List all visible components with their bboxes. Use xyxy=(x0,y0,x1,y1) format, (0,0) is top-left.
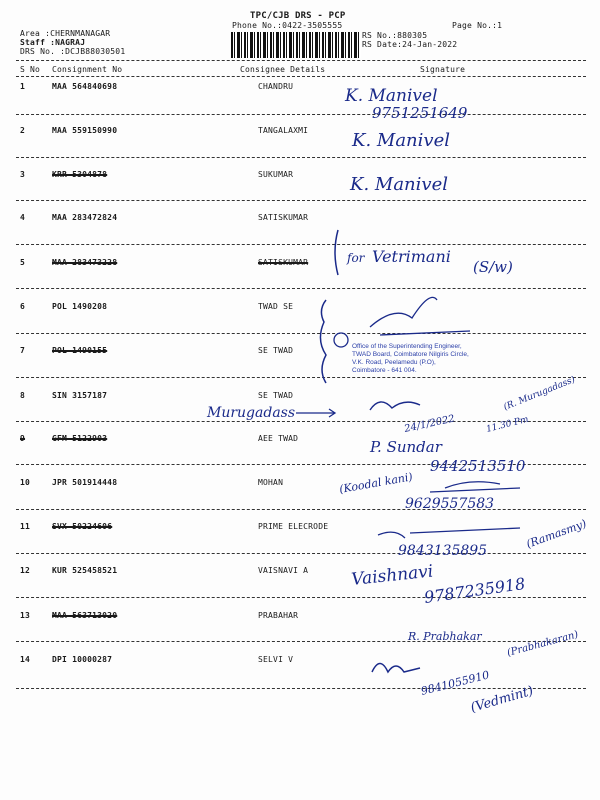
table-row xyxy=(0,213,600,253)
divider xyxy=(16,553,586,554)
row-consignee: MOHAN xyxy=(258,478,284,487)
row-consignment: MAA 283472824 xyxy=(52,213,118,222)
divider xyxy=(16,688,586,689)
col-sno: S No xyxy=(20,65,41,74)
row-sno: 2 xyxy=(20,126,26,135)
phone-row10: 9629557583 xyxy=(405,496,495,512)
divider xyxy=(16,464,586,465)
table-row xyxy=(0,478,600,518)
table-row xyxy=(0,434,600,474)
row-consignment: MAA 564840698 xyxy=(52,82,118,91)
divider xyxy=(16,244,586,245)
table-row xyxy=(0,566,600,606)
signature-row3: K. Manivel xyxy=(350,174,448,195)
row-consignment: KUR 525458521 xyxy=(52,566,118,575)
divider xyxy=(16,76,586,77)
row-consignment: POL 1490155 xyxy=(52,346,108,355)
row-consignment: JPR 501914448 xyxy=(52,478,118,487)
table-row xyxy=(0,655,600,695)
row-sno: 9 xyxy=(20,434,26,443)
row-sno: 5 xyxy=(20,258,26,267)
divider xyxy=(16,157,586,158)
divider xyxy=(16,509,586,510)
signature-row13: R. Prabhakar xyxy=(408,630,482,643)
row-consignment: DPI 10000287 xyxy=(52,655,113,664)
row-consignee: TWAD SE xyxy=(258,302,294,311)
divider xyxy=(16,421,586,422)
page-number: Page No.:1 xyxy=(452,21,503,30)
row-sno: 4 xyxy=(20,213,26,222)
signature-row11: (Ramasmy) xyxy=(524,517,589,551)
signature-row8-left: Murugadass xyxy=(207,405,296,421)
row-sno: 12 xyxy=(20,566,31,575)
divider xyxy=(16,597,586,598)
row-consignee: CHANDRU xyxy=(258,82,294,91)
time-row8: 11.30 Pm xyxy=(485,414,530,435)
phone-row9: 9442513510 xyxy=(430,457,526,475)
signature-prefix: for xyxy=(347,251,365,265)
row-consignee: VAISNAVI A xyxy=(258,566,309,575)
table-row xyxy=(0,611,600,651)
table-row xyxy=(0,522,600,562)
divider xyxy=(16,114,586,115)
row-sno: 1 xyxy=(20,82,26,91)
signature-row12: Vaishnavi xyxy=(350,561,435,590)
row-consignee: SUKUMAR xyxy=(258,170,294,179)
table-row xyxy=(0,82,600,122)
table-row xyxy=(0,302,600,342)
signature-row9: P. Sundar xyxy=(370,438,442,456)
divider xyxy=(16,200,586,201)
stamp-line: TWAD Board, Coimbatore Nilgiris Circle, xyxy=(352,351,469,358)
row-consignee: SE TWAD xyxy=(258,391,294,400)
row-consignment: MAA 559150990 xyxy=(52,126,118,135)
divider xyxy=(16,288,586,289)
row-sno: 6 xyxy=(20,302,26,311)
stamp-line: V.K. Road, Peelamedu (P.O), xyxy=(352,359,436,366)
phone-row11: 9843135895 xyxy=(398,543,488,559)
stamp-line: Coimbatore - 641 004. xyxy=(352,367,417,374)
row-consignment: GFM 5122903 xyxy=(52,434,108,443)
staff-label: Staff :NAGRAJ xyxy=(20,38,86,47)
signature-row4-5: Vetrimani xyxy=(372,247,451,266)
table-row xyxy=(0,258,600,298)
row-consignee: PRABAHAR xyxy=(258,611,299,620)
rs-date: RS Date:24-Jan-2022 xyxy=(362,40,458,49)
stamp-line: Office of the Superintending Engineer, xyxy=(352,343,462,350)
row-consignee: AEE TWAD xyxy=(258,434,299,443)
drs-number: DRS No. :DCJB88030501 xyxy=(20,47,126,56)
row-consignment: POL 1490208 xyxy=(52,302,108,311)
name-row13: (Prabhakaran) xyxy=(505,629,580,659)
row-consignee: SATISKUMAR xyxy=(258,258,309,267)
col-consignee: Consignee Details xyxy=(240,65,326,74)
office-stamp xyxy=(352,343,527,375)
col-consignment: Consignment No xyxy=(52,65,123,74)
divider xyxy=(16,333,586,334)
row-consignee: SE TWAD xyxy=(258,346,294,355)
phone-row1: 9751251649 xyxy=(372,104,468,122)
row-sno: 8 xyxy=(20,391,26,400)
signature-row14: (Vedmint) xyxy=(468,683,536,716)
row-consignment: MAA 563713020 xyxy=(52,611,118,620)
table-row xyxy=(0,126,600,166)
row-sno: 14 xyxy=(20,655,31,664)
row-sno: 7 xyxy=(20,346,26,355)
date-row8: 24/1/2022 xyxy=(403,413,456,435)
row-consignment: SIN 3157187 xyxy=(52,391,108,400)
note-row4-5: (S/w) xyxy=(473,258,513,276)
signature-row1: K. Manivel xyxy=(345,86,438,106)
row-sno: 3 xyxy=(20,170,26,179)
phone-number: Phone No.:0422-3505555 xyxy=(232,21,343,30)
table-row xyxy=(0,170,600,210)
row-sno: 11 xyxy=(20,522,31,531)
barcode xyxy=(231,32,361,58)
sheet-title: TPC/CJB DRS - PCP xyxy=(250,11,346,21)
divider xyxy=(16,377,586,378)
row-consignee: TANGALAXMI xyxy=(258,126,309,135)
phone-row14: 9841055910 xyxy=(419,668,491,698)
table-row xyxy=(0,391,600,431)
col-signature: Signature xyxy=(420,65,466,74)
row-consignment: KRR 5304878 xyxy=(52,170,108,179)
phone-row12: 9787235918 xyxy=(422,573,527,607)
row-sno: 13 xyxy=(20,611,31,620)
name-row8: (R. Murugadass) xyxy=(502,374,577,413)
divider xyxy=(16,641,586,642)
signature-row2: K. Manivel xyxy=(352,130,450,151)
area-label: Area :CHERNMANAGAR xyxy=(20,29,111,38)
row-sno: 10 xyxy=(20,478,31,487)
row-consignment: MAA 283473228 xyxy=(52,258,118,267)
signature-row10: (Koodal kani) xyxy=(338,470,414,496)
row-consignment: SVX 50224606 xyxy=(52,522,113,531)
rs-number: RS No.:880305 xyxy=(362,31,428,40)
divider xyxy=(16,60,586,61)
row-consignee: SELVI V xyxy=(258,655,294,664)
row-consignee: SATISKUMAR xyxy=(258,213,309,222)
row-consignee: PRIME ELECRODE xyxy=(258,522,329,531)
